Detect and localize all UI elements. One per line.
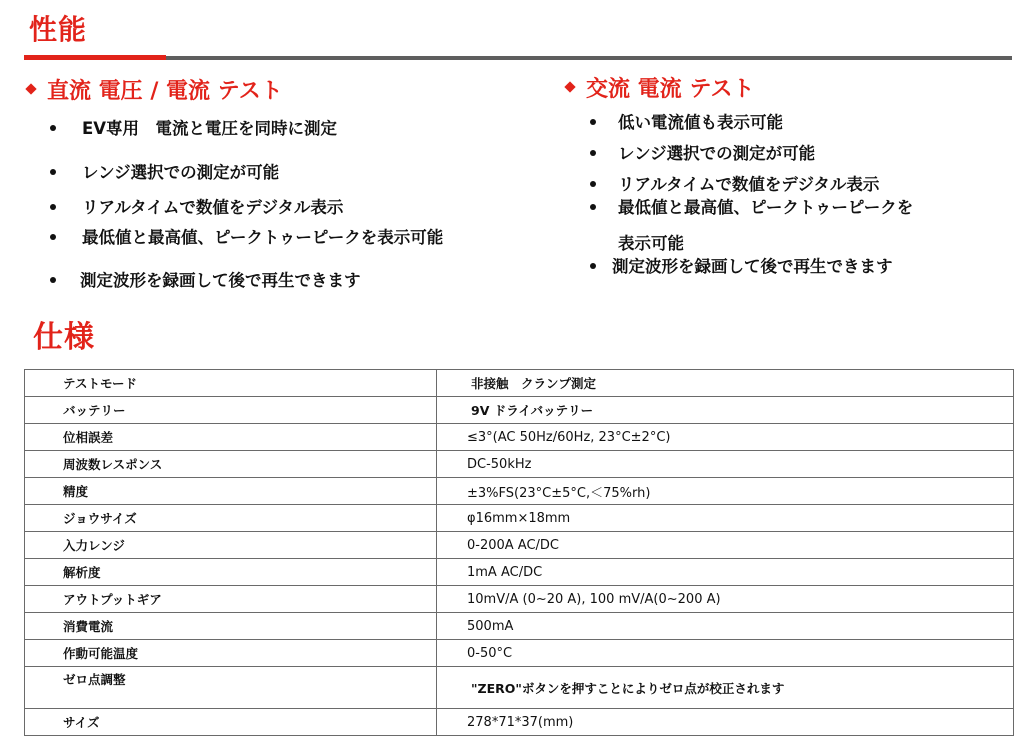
spec-value: ≤3°(AC 50Hz/60Hz, 23°C±2°C) — [437, 424, 1014, 451]
table-row — [25, 505, 1014, 532]
ac-bullet-text: レンジ選択での測定が可能 — [618, 144, 816, 163]
bullet-dot-icon — [590, 150, 596, 156]
ac-bullet-item — [590, 143, 1010, 165]
ac-bullet-continuation: 表示可能 — [618, 234, 684, 253]
ac-bullet-item — [590, 174, 1010, 196]
spec-label: バッテリー — [25, 397, 437, 424]
ac-bullet-item — [590, 197, 1010, 219]
table-row — [25, 667, 1014, 709]
spec-value: 9V ドライバッテリー — [437, 397, 1014, 424]
dc-test-heading — [27, 78, 283, 106]
ac-bullet-text: 測定波形を録画して後で再生できます — [612, 257, 893, 276]
table-row — [25, 586, 1014, 613]
ac-bullet-text: リアルタイムで数値をデジタル表示 — [618, 175, 880, 194]
bullet-dot-icon — [590, 263, 596, 269]
bullet-dot-icon — [50, 169, 56, 175]
dc-bullet-item — [50, 118, 510, 140]
spec-value: 10mV/A (0~20 A), 100 mV/A(0~200 A) — [437, 586, 1014, 613]
table-row — [25, 451, 1014, 478]
dc-bullet-text: リアルタイムで数値をデジタル表示 — [82, 198, 344, 217]
dc-test-heading-text: 直流 電圧 / 電流 テスト — [47, 79, 283, 104]
table-row — [25, 424, 1014, 451]
bullet-dot-icon — [50, 234, 56, 240]
spec-value: 0-200A AC/DC — [437, 532, 1014, 559]
spec-label: 消費電流 — [25, 613, 437, 640]
ac-test-heading — [566, 76, 754, 104]
table-row — [25, 397, 1014, 424]
specs-table — [24, 369, 1014, 736]
table-row — [25, 478, 1014, 505]
table-row — [25, 613, 1014, 640]
spec-value: 278*71*37(mm) — [437, 709, 1014, 736]
spec-label: ジョウサイズ — [25, 505, 437, 532]
spec-value: ±3%FS(23°C±5°C,＜75%rh) — [437, 478, 1014, 505]
spec-label: 周波数レスポンス — [25, 451, 437, 478]
spec-label: 作動可能温度 — [25, 640, 437, 667]
dc-bullet-item — [50, 270, 510, 292]
dc-bullet-text: 測定波形を録画して後で再生できます — [80, 271, 361, 290]
ac-bullet-text: 最低値と最高値、ピークトゥーピークを — [618, 198, 914, 217]
spec-value: 0-50°C — [437, 640, 1014, 667]
performance-title: 性能 — [29, 13, 88, 46]
dc-bullet-text: 最低値と最高値、ピークトゥーピークを表示可能 — [82, 228, 444, 247]
diamond-bullet-icon — [564, 81, 575, 92]
dc-bullet-item — [50, 197, 510, 219]
dc-bullet-item — [50, 227, 520, 249]
ac-test-heading-text: 交流 電流 テスト — [586, 77, 755, 102]
title-underline-accent — [24, 55, 166, 60]
bullet-dot-icon — [590, 119, 596, 125]
spec-label: 位相誤差 — [25, 424, 437, 451]
bullet-dot-icon — [50, 277, 56, 283]
spec-label: ゼロ点調整 — [25, 667, 437, 709]
title-underline-divider — [166, 56, 1012, 60]
spec-value: "ZERO"ボタンを押すことによりゼロ点が校正されます — [437, 667, 1014, 709]
ac-bullet-text: 低い電流値も表示可能 — [618, 113, 783, 132]
spec-value: DC-50kHz — [437, 451, 1014, 478]
ac-bullet-item — [590, 256, 1010, 278]
ac-bullet-item — [590, 112, 1010, 134]
diamond-bullet-icon — [25, 83, 36, 94]
spec-value: 500mA — [437, 613, 1014, 640]
spec-value: φ16mm×18mm — [437, 505, 1014, 532]
dc-bullet-item — [50, 162, 510, 184]
spec-label: 精度 — [25, 478, 437, 505]
dc-bullet-text: レンジ選択での測定が可能 — [82, 163, 280, 182]
bullet-dot-icon — [590, 181, 596, 187]
table-row — [25, 532, 1014, 559]
spec-label: サイズ — [25, 709, 437, 736]
dc-bullet-text: EV専用 電流と電圧を同時に測定 — [82, 119, 338, 138]
spec-label: アウトプットギア — [25, 586, 437, 613]
table-row — [25, 559, 1014, 586]
spec-label: 入力レンジ — [25, 532, 437, 559]
spec-label: テストモード — [25, 370, 437, 397]
table-row — [25, 370, 1014, 397]
spec-label: 解析度 — [25, 559, 437, 586]
spec-value: 非接触 クランプ測定 — [437, 370, 1014, 397]
spec-value: 1mA AC/DC — [437, 559, 1014, 586]
bullet-dot-icon — [590, 204, 596, 210]
table-row — [25, 640, 1014, 667]
specs-title: 仕様 — [33, 320, 95, 355]
bullet-dot-icon — [50, 125, 56, 131]
bullet-dot-icon — [50, 204, 56, 210]
table-row — [25, 709, 1014, 736]
